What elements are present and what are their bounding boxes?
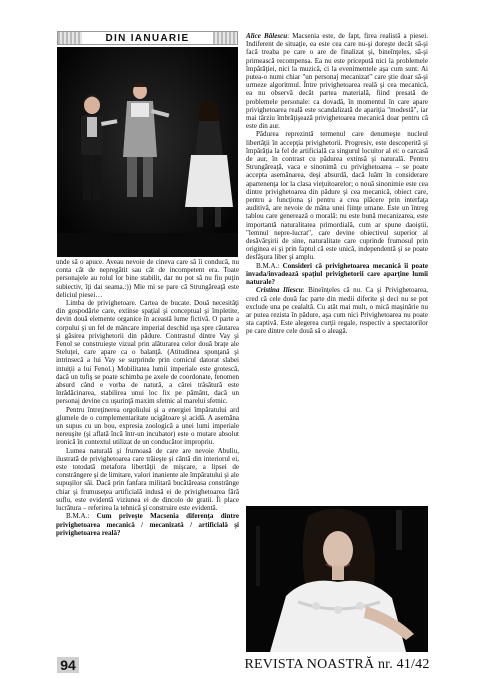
section-title: DIN IANUARIE [105,32,190,44]
question-label: B.M.A.: [66,512,97,521]
answer [246,32,428,130]
answer-speaker: Alice Bălescu [246,32,288,40]
paragraph: Pentru întreţinerea orgoliului şi a energiei împăratului ard glumele de o complementaritate ucigătoare şi acidă. A asemăna un supus cu un bou, expresia zoologică a unei lumi imperiale nereuşite (şi aflată încă într-un incubator) este o mutare absolut ironică în contextul utilizat de un conducător impropriu. [56,405,239,447]
answer-text: : Macsenia este, de fapt, firea realistă a piesei. Indiferent de situaţie, ea este cea care nu-şi doreşte decât să-şi facă treaba pe care o are de finalizat şi, bineînţeles, să-şi primească recompensa. Ea nu este pricepută nici la problemele împărăţiei, nici la muzică, ci la evenimentele aşa cum sunt. Ai putea-o numi chiar "un personaj mecanizat" care ştie doar să-şi urmeze algoritmul. Între privighetoarea reală şi cea mecanică, ea nu observă decât partea materială, fiind presată de problemele personale: ca dovadă, în momentul în care apare privighetoarea reală este scandalizată de apariţia "modestă", iar mai târziu îmbrăţişează privighetoarea mecanică doar pentru că este din aur. [246,32,429,131]
paragraph: unde să o apuce. Aveau nevoie de cineva care să îi conducă, nu conta cât de nepregătit sau cât de incompetent era. Toate personajele au rolul lor bine stabilit, dar nu pot să nu fiu puţin subiectiv, îţi dai seama.:)) Mie mi se pare că Strungăreaţă este deliciul piesei… [56,258,239,299]
header-ornament-left [58,32,82,44]
left-column [56,258,239,537]
stage-photo [57,47,238,257]
question-text: Consideri că privighetoarea mecanică îi poate invada/invadează spaţiul privighetorii care aparţine lumii naturale? [246,261,428,287]
header-ornament-right [213,32,237,44]
page-number: 94 [57,657,79,673]
question-label: B.M.A.: [256,261,283,270]
paragraph: Pădurea reprezintă termenul care denumeşte nucleul libertăţii în accepţia privighetorii. Progresiv, este descoperită şi împărăţia la fel de artificială ca singurul locuitor al ei: o carcasă de aur, în contrast cu pădurea extinsă şi naturală. Pentru Strungăreaţă, vaca e sinonimă cu privighetoarea – se poate accepta asemănarea, deşi absurdă, dacă luăm în considerare apartenenţa lor la clasa vieţuitoarelor; o nouă sinonimie este cea dintre privighetoarea din pădure şi cea mecanică, obiect care, pentru a funcţiona şi pentru a crea plăcere prin interfaţa auditivă, are nevoie de mâna unei fiinţe umane. Este un întreg tablou care generează o morală: nu este bună mecanizarea, este importantă naturalitatea primordială, cum ar spune daoiştii, "lemnul nepre-lucrat", care devine obiectivul superior al desăvârşirii de sine, naturalitate care cuprinde frumosul prin originea ei şi prin faptul că este unică, independentă şi se poate desfăşura liber şi amplu. [246,130,428,262]
question [246,262,428,287]
answer-text: : Bineînţeles că nu. Ca şi Privighetoarea, cred că cele două fac parte din medii diferite şi deci nu se pot exclude una pe cealaltă. Cu atât mai mult, o mică maşinărie nu ar putea rezista în pădure, aşa cum nici Privighetoarea nu poate sta captivă. Este alegerea curţii regale, respectiv a spectatorilor pe care dintre cele două să o aleagă. [246,286,428,336]
question [56,512,239,537]
right-column [246,32,428,336]
section-header [57,31,238,45]
answer [246,286,428,335]
paragraph: Limba de privighetoare. Cartea de bucate. Două necesităţi din gospodărie care, extinse spaţial şi conceptual şi împletite, devin două elemente organice în această lume fictivă. O parte a corpului şi un fel de mâncare imperial deschid uşa spre căutarea şi găsirea privighetorii din pădure. Contrastul dintre Vay şi Fenol se construieşte vizual prin alăturarea celor două braţe ale Steluţei, care apare ca o balanţă. (Atitudinea sponţană şi intrinsecă a lui Vay se surprinde prin comicul datorat slabei intuiţii a lui Fenol.) Mobilitatea lumii imperiale este grotescă, dacă un tufiş se poate schimba pe axele de coordonate, fenomen absurd când e vorba de natură, a cărei trăsătură este înrădăcinarea, stabilirea unui loc fix pe pământ, dacă un personaj devine cu uşurinţă maxim sfetnic al marelui sfetnic. [56,299,239,406]
paragraph: Lumea naturală şi frumoasă de care are nevoie Abuliu, ilustrată de privighetoarea care trăieşte şi cântă din interiorul ei, este totodată metafora libertăţii de mişcare, a lipsei de constrângere şi de limitare, valori inaniente ale împăratului şi ale supuşilor săi. Dacă prin fanfara militară bucătăreasa constrânge chiar şi frumuseţea artificială indusă ei de privighetoarea fără suflu, este evidentă viziunea ei de dincolo de gratii. Îi place lucrătura – referirea la tehnică şi construire este evidentă. [56,446,239,513]
magazine-footer: REVISTA NOASTRĂ nr. 41/42 [244,657,430,672]
answer-speaker: Cristina Iliescu [256,286,303,295]
actress-photo [246,506,428,652]
question-text: Cum priveşte Macsenia diferenţa dintre privighetoarea mecanică / mecanizată / artificială şi privighetoarea reală? [56,512,239,537]
